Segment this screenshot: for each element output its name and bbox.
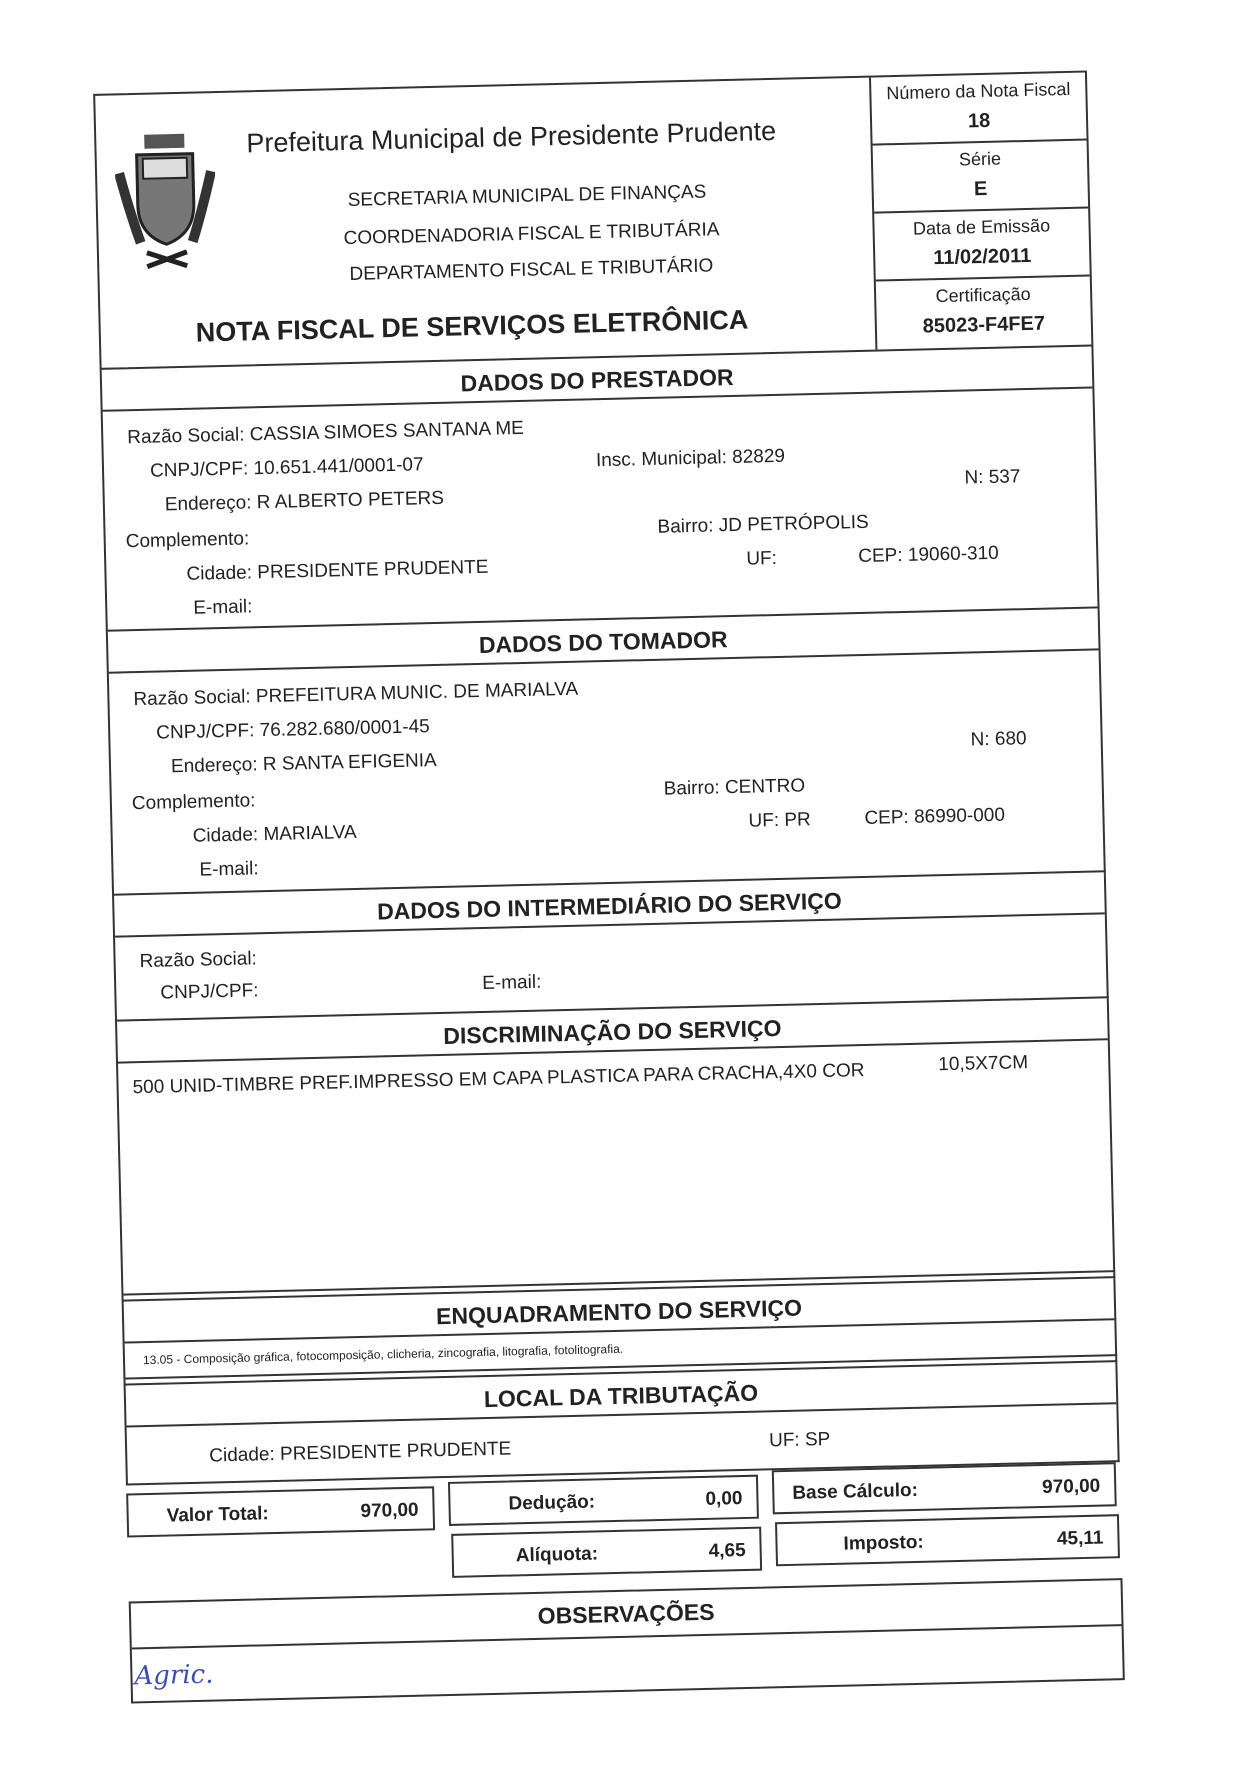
prestador-cidade: Cidade: PRESIDENTE PRUDENTE	[186, 556, 489, 585]
document-title: NOTA FISCAL DE SERVIÇOS ELETRÔNICA	[195, 304, 749, 348]
imposto-box	[775, 1514, 1120, 1566]
valor-total-value: 970,00	[360, 1499, 419, 1523]
deducao-label: Dedução:	[508, 1491, 596, 1515]
tomador-email: E-mail:	[199, 858, 259, 881]
enquadramento-title: ENQUADRAMENTO DO SERVIÇO	[124, 1278, 1115, 1343]
enquadramento-text: 13.05 - Composição gráfica, fotocomposição, clicheria, zincografia, litografia, fotolitografia.	[142, 1341, 624, 1368]
data-emissao-label: Data de Emissão	[912, 215, 1051, 239]
aliquota-box	[451, 1527, 762, 1578]
certificacao-value: 85023-F4FE7	[922, 312, 1046, 338]
tomador-complemento: Complemento:	[131, 790, 256, 815]
serie-label: Série	[958, 148, 1002, 170]
certificacao-label: Certificação	[935, 283, 1031, 307]
tomador-cnpj: CNPJ/CPF: 76.282.680/0001-45	[156, 716, 430, 744]
observacoes-section	[129, 1578, 1125, 1703]
prestador-endereco: Endereço: R ALBERTO PETERS	[164, 487, 445, 516]
observacoes-title: OBSERVAÇÕES	[131, 1580, 1122, 1649]
prestador-section	[100, 346, 1100, 631]
prestador-cep: CEP: 19060-310	[858, 542, 999, 568]
valores-section	[126, 1462, 1122, 1595]
tomador-razao: Razão Social: PREFEITURA MUNIC. DE MARIALVA	[133, 678, 579, 711]
intermediario-section	[112, 872, 1109, 1021]
numero-label: Número da Nota Fiscal	[886, 78, 1071, 104]
header-line-2: COORDENADORIA FISCAL E TRIBUTÁRIA	[343, 219, 720, 250]
intermediario-razao: Razão Social:	[139, 948, 258, 973]
tomador-bairro: Bairro: CENTRO	[663, 775, 806, 800]
handwritten-note: Agric.	[134, 1659, 214, 1692]
aliquota-value: 4,65	[708, 1539, 746, 1562]
coat-of-arms-icon	[114, 131, 217, 273]
discriminacao-size: 10,5X7CM	[938, 1052, 1029, 1076]
tomador-uf: UF: PR	[748, 809, 811, 832]
valor-total-box	[126, 1486, 435, 1537]
tomador-endereco: Endereço: R SANTA EFIGENIA	[170, 750, 437, 778]
aliquota-label: Alíquota:	[515, 1543, 599, 1567]
tomador-title: DADOS DO TOMADOR	[108, 608, 1099, 673]
prestador-bairro: Bairro: JD PETRÓPOLIS	[657, 511, 869, 538]
deducao-box	[448, 1475, 759, 1526]
header-line-1: SECRETARIA MUNICIPAL DE FINANÇAS	[347, 181, 707, 211]
base-calculo-label: Base Cálculo:	[792, 1479, 919, 1504]
intermediario-cnpj: CNPJ/CPF:	[160, 980, 259, 1004]
municipality-name: Prefeitura Municipal de Presidente Prudente	[246, 115, 777, 159]
invoice-meta	[869, 73, 1091, 350]
base-calculo-value: 970,00	[1041, 1475, 1101, 1498]
base-calculo-box	[772, 1462, 1117, 1514]
tomador-numero: N: 680	[970, 728, 1027, 751]
prestador-razao: Razão Social: CASSIA SIMOES SANTANA ME	[127, 417, 525, 449]
local-uf: UF: SP	[768, 1428, 831, 1452]
imposto-label: Imposto:	[843, 1531, 924, 1555]
prestador-title: DADOS DO PRESTADOR	[102, 346, 1093, 411]
deducao-value: 0,00	[705, 1488, 743, 1510]
serie-value: E	[973, 177, 988, 201]
prestador-uf: UF:	[746, 547, 778, 570]
local-title: LOCAL DA TRIBUTAÇÃO	[126, 1362, 1117, 1427]
prestador-insc: Insc. Municipal: 82829	[595, 445, 786, 472]
local-cidade: Cidade: PRESIDENTE PRUDENTE	[209, 1438, 512, 1467]
numero-value: 18	[967, 109, 991, 133]
prestador-cnpj: CNPJ/CPF: 10.651.441/0001-07	[149, 454, 424, 482]
intermediario-email: E-mail:	[481, 971, 542, 995]
tomador-cidade: Cidade: MARIALVA	[192, 821, 357, 847]
discriminacao-text: 500 UNID-TIMBRE PREF.IMPRESSO EM CAPA PLASTICA PARA CRACHA,4X0 COR	[132, 1060, 865, 1099]
tomador-cep: CEP: 86990-000	[864, 804, 1006, 829]
invoice-header	[93, 71, 1093, 370]
prestador-email: E-mail:	[193, 596, 253, 619]
prestador-complemento: Complemento:	[125, 528, 250, 553]
tomador-section	[106, 608, 1106, 895]
discriminacao-section	[115, 998, 1115, 1295]
intermediario-title: DADOS DO INTERMEDIÁRIO DO SERVIÇO	[114, 872, 1105, 937]
discriminacao-title: DISCRIMINAÇÃO DO SERVIÇO	[117, 998, 1108, 1063]
invoice-form	[93, 71, 1125, 1704]
valor-total-label: Valor Total:	[166, 1503, 269, 1527]
prestador-numero: N: 537	[964, 466, 1021, 489]
imposto-value: 45,11	[1056, 1527, 1104, 1550]
data-emissao-value: 11/02/2011	[933, 244, 1032, 270]
header-line-3: DEPARTAMENTO FISCAL E TRIBUTÁRIO	[349, 255, 714, 285]
